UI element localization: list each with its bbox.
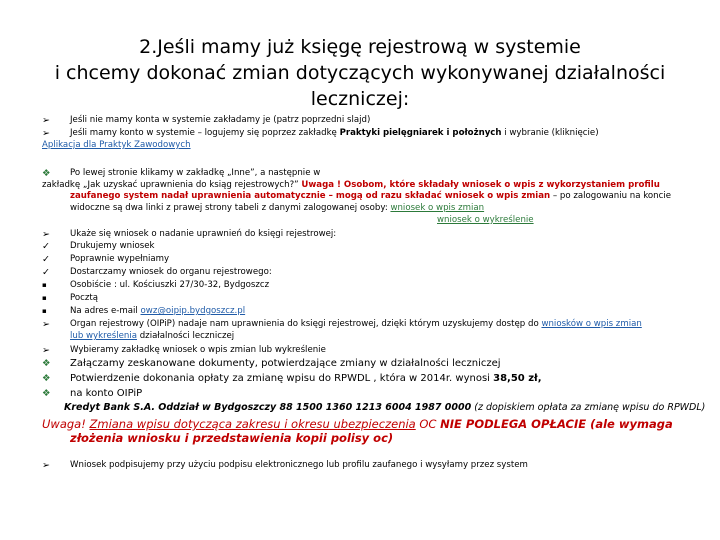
attach-3: na konto OIPiP (70, 388, 143, 399)
wniosek-wykreslenie-link[interactable]: wniosek o wykreślenie (437, 215, 534, 225)
diamond-bullet-icon: ❖ (42, 388, 51, 399)
check-icon: ✓ (42, 254, 50, 265)
intro-item-2: Jeśli mamy konto w systemie – logujemy się poprzez zakładkę Praktyki pielęgniarek i położnych i wybranie (kliknięcie) (70, 128, 599, 138)
square-bullet-icon: ▪ (42, 281, 47, 289)
inne-line-1: Po lewej stronie klikamy w zakładkę „Inne”, a następnie w (70, 168, 321, 178)
arrow-bullet-icon: ➢ (42, 115, 50, 126)
aplikacja-link[interactable]: Aplikacja dla Praktyk Zawodowych (42, 140, 191, 150)
arrow-bullet-icon: ➢ (42, 128, 50, 139)
step-5: Osobiście : ul. Kościuszki 27/30-32, Bydgoszcz (70, 280, 270, 290)
warning-line-1: Uwaga! Zmiana wpisu dotycząca zakresu i okresu ubezpieczenia OC NIE PODLEGA OPŁACIE (ale wymaga (42, 417, 673, 431)
step-6: Pocztą (70, 293, 99, 303)
warning-line-2: złożenia wniosku i przedstawienia kopii polisy oc) (70, 431, 394, 445)
inne-line-2: zakładkę „Jak uzyskać uprawnienia do ksiąg rejestrowych?” Uwaga ! Osobom, które składały wniosek o wpis z wykorzystaniem profilu (42, 180, 660, 190)
step-4: Dostarczamy wniosek do organu rejestrowego: (70, 267, 272, 277)
intro-item-1: Jeśli nie mamy konta w systemie zakładamy je (patrz poprzedni slajd) (70, 115, 371, 125)
attach-1: Załączamy zeskanowane dokumenty, potwierdzające zmiany w działalności leczniczej (70, 358, 501, 369)
diamond-bullet-icon: ❖ (42, 358, 51, 369)
title-line-3: leczniczej: (310, 88, 410, 110)
arrow-bullet-icon: ➢ (42, 460, 50, 471)
wniosek-zmian-link[interactable]: wniosek o wpis zmian (390, 203, 485, 213)
inne-line-4: widoczne są dwa linki z prawej strony tabeli z danymi zalogowanej osoby: wniosek o wpis zmian (70, 203, 485, 213)
diamond-bullet-icon: ❖ (42, 373, 51, 384)
square-bullet-icon: ▪ (42, 307, 47, 315)
check-icon: ✓ (42, 241, 50, 252)
step-8: Organ rejestrowy (OIPiP) nadaje nam uprawnienia do księgi rejestrowej, dzięki którym uzyskujemy dostęp do wniosków o wpis zmian (70, 319, 642, 329)
wnioskow-link[interactable]: wniosków o wpis zmian (541, 319, 642, 329)
square-bullet-icon: ▪ (42, 294, 47, 302)
step-7: Na adres e-mail owz@oipip.bydgoszcz.pl (70, 306, 246, 316)
wykreslenia-link[interactable]: lub wykreślenia (70, 331, 137, 341)
attach-2: Potwierdzenie dokonania opłaty za zmianę wpisu do RPWDL , która w 2014r. wynosi 38,50 zł, (70, 373, 542, 384)
step-2: Drukujemy wniosek (70, 241, 155, 251)
arrow-bullet-icon: ➢ (42, 345, 50, 356)
title-line-2: i chcemy dokonać zmian dotyczących wykonywanej działalności (54, 62, 666, 84)
check-icon: ✓ (42, 267, 50, 278)
email-link[interactable]: owz@oipip.bydgoszcz.pl (140, 306, 246, 316)
inne-line-3: zaufanego system nadał uprawnienia automatycznie – mogą od razu składać wniosek o wpis zmian – po zalogowaniu na koncie (70, 191, 672, 201)
arrow-bullet-icon: ➢ (42, 229, 50, 240)
final-step: Wniosek podpisujemy przy użyciu podpisu elektronicznego lub profilu zaufanego i wysyłamy przez system (70, 460, 528, 470)
arrow-bullet-icon: ➢ (42, 319, 50, 330)
step-1: Ukaże się wniosek o nadanie uprawnień do księgi rejestrowej: (70, 229, 337, 239)
bank-account: Kredyt Bank S.A. Oddział w Bydgoszczy 88 1500 1360 1213 6004 1987 0000 (z dopiskiem opłata za zmianę wpisu do RPWDL) (64, 402, 706, 413)
slide-title (0, 34, 720, 112)
step-9: Wybieramy zakładkę wniosek o wpis zmian lub wykreślenie (70, 345, 326, 355)
title-line-1: 2.Jeśli mamy już księgę rejestrową w systemie (139, 36, 581, 58)
step-3: Poprawnie wypełniamy (70, 254, 170, 264)
step-8-line-2: lub wykreślenia działalności leczniczej (70, 331, 235, 341)
diamond-bullet-icon: ❖ (42, 168, 51, 179)
